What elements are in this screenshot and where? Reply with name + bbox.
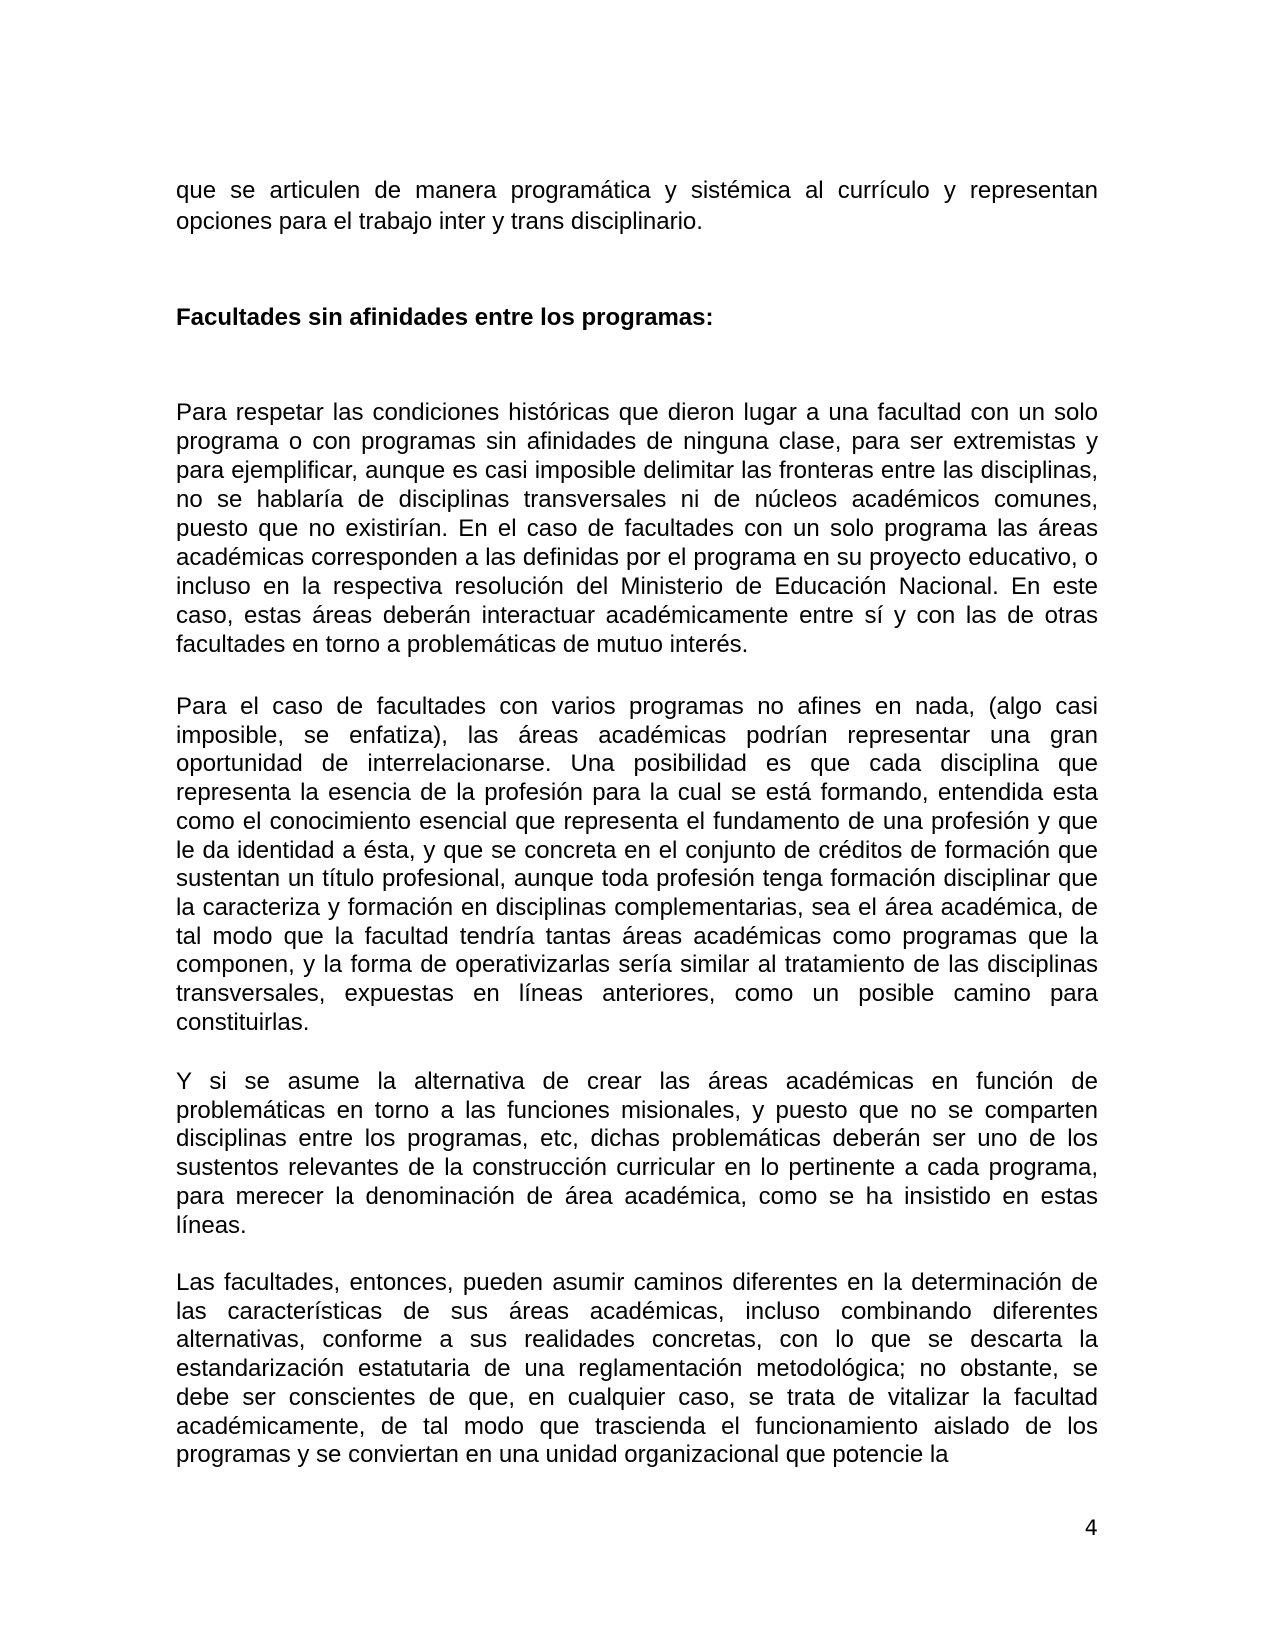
- intro-paragraph: que se articulen de manera programática y sistémica al currículo y representan opciones para el trabajo inter y trans disciplinario.: [176, 177, 1098, 235]
- page-number: 4: [1084, 1516, 1098, 1540]
- body-paragraph-3: Y si se asume la alternativa de crear las áreas académicas en función de problemáticas en torno a las funciones misionales, y puesto que no se comparten disciplinas entre los programas, etc, dichas problemáticas deberán ser uno de los sustentos relevantes de la construcción curricular en lo pertinente a cada programa, para merecer la denominación de área académica, como se ha insistido en estas líneas.: [176, 1068, 1098, 1239]
- body-paragraph-2: Para el caso de facultades con varios programas no afines en nada, (algo casi imposible, se enfatiza), las áreas académicas podrían representar una gran oportunidad de interrelacionarse. Una posibilidad es que cada disciplina que representa la esencia de la profesión para la cual se está formando, entendida esta como el conocimiento esencial que representa el fundamento de una profesión y que le da identidad a ésta, y que se concreta en el conjunto de créditos de formación que sustentan un título profesional, aunque toda profesión tenga formación disciplinar que la caracteriza y formación en disciplinas complementarias, sea el área académica, de tal modo que la facultad tendría tantas áreas académicas como programas que la componen, y la forma de operativizarlas sería similar al tratamiento de las disciplinas transversales, expuestas en líneas anteriores, como un posible camino para constituirlas.: [176, 693, 1098, 1036]
- section-heading: Facultades sin afinidades entre los programas:: [176, 304, 714, 331]
- body-paragraph-4: Las facultades, entonces, pueden asumir caminos diferentes en la determinación de las características de sus áreas académicas, incluso combinando diferentes alternativas, conforme a sus realidades concretas, con lo que se descarta la estandarización estatutaria de una reglamentación metodológica; no obstante, se debe ser conscientes de que, en cualquier caso, se trata de vitalizar la facultad académicamente, de tal modo que trascienda el funcionamiento aislado de los programas y se conviertan en una unidad organizacional que potencie la: [176, 1269, 1098, 1469]
- body-paragraph-1: Para respetar las condiciones históricas que dieron lugar a una facultad con un solo programa o con programas sin afinidades de ninguna clase, para ser extremistas y para ejemplificar, aunque es casi imposible delimitar las fronteras entre las disciplinas, no se hablaría de disciplinas transversales ni de núcleos académicos comunes, puesto que no existirían. En el caso de facultades con un solo programa las áreas académicas corresponden a las definidas por el programa en su proyecto educativo, o incluso en la respectiva resolución del Ministerio de Educación Nacional. En este caso, estas áreas deberán interactuar académicamente entre sí y con las de otras facultades en torno a problemáticas de mutuo interés.: [176, 399, 1098, 658]
